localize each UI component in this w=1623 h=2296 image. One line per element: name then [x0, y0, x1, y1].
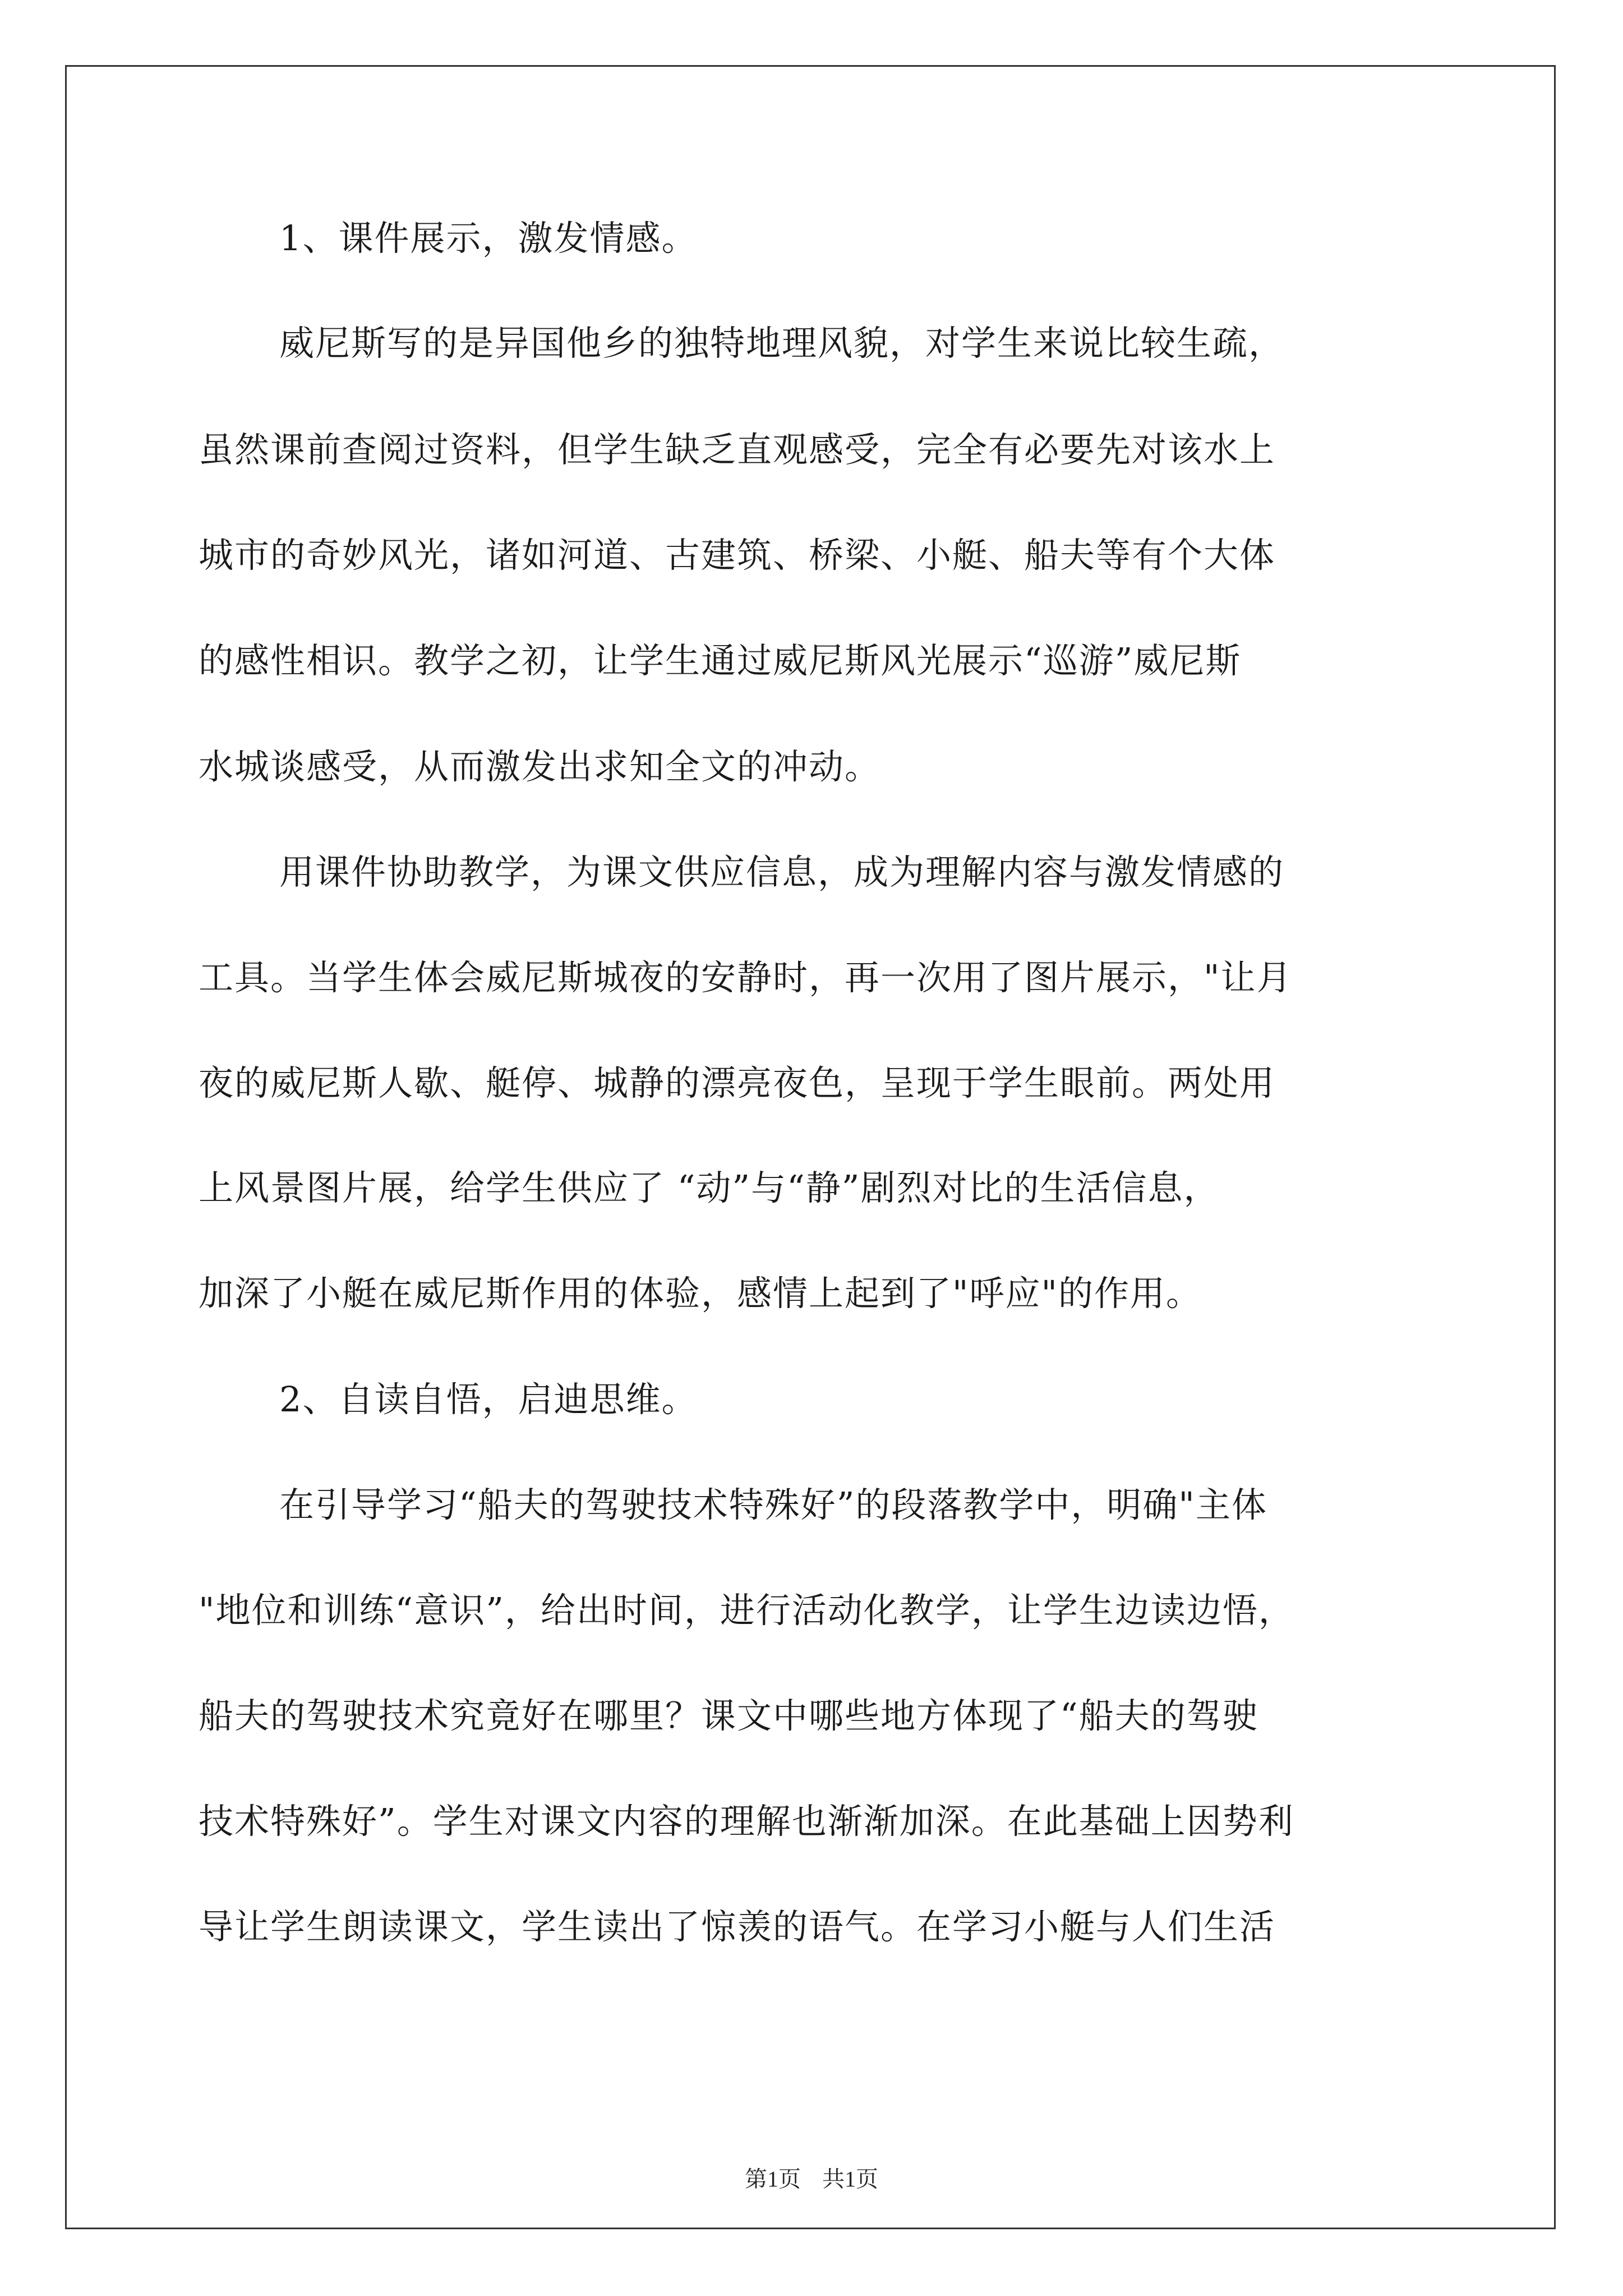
paragraph-line: 加深了小艇在威尼斯作用的体验，感情上起到了"呼应"的作用。	[199, 1273, 1202, 1314]
page-footer	[0, 2165, 1623, 2193]
paragraph-line: 船夫的驾驶技术究竟好在哪里？课文中哪些地方体现了“船夫的驾驶	[199, 1695, 1258, 1736]
page-number-total: 共1页	[822, 2166, 878, 2192]
paragraph-line: 城市的奇妙风光，诸如河道、古建筑、桥梁、小艇、船夫等有个大体	[199, 535, 1276, 576]
paragraph-line: 威尼斯写的是异国他乡的独特地理风貌，对学生来说比较生疏，	[279, 323, 1285, 364]
paragraph-line: 技术特殊好”。学生对课文内容的理解也渐渐加深。在此基础上因势利	[199, 1801, 1294, 1842]
paragraph-line: 在引导学习“船夫的驾驶技术特殊好”的段落教学中，明确"主体	[279, 1484, 1267, 1525]
paragraph-line: 工具。当学生体会威尼斯城夜的安静时，再一次用了图片展示，"让月	[199, 957, 1293, 998]
page-number-current: 第1页	[745, 2166, 801, 2192]
paragraph-line: 水城谈感受，从而激发出求知全文的冲动。	[199, 746, 881, 787]
paragraph-line: 虽然课前查阅过资料，但学生缺乏直观感受，完全有必要先对该水上	[199, 429, 1276, 470]
heading-line-2: 2、自读自悟，启迪思维。	[279, 1379, 698, 1420]
paragraph-line: "地位和训练“意识”，给出时间，进行活动化教学，让学生边读边悟，	[199, 1590, 1294, 1631]
paragraph-line: 上风景图片展，给学生供应了 “动”与“静”剧烈对比的生活信息，	[199, 1167, 1220, 1208]
paragraph-line: 用课件协助教学，为课文供应信息，成为理解内容与激发情感的	[279, 852, 1285, 892]
paragraph-line: 导让学生朗读课文，学生读出了惊羡的语气。在学习小艇与人们生活	[199, 1906, 1276, 1947]
paragraph-line: 夜的威尼斯人歇、艇停、城静的漂亮夜色，呈现于学生眼前。两处用	[199, 1062, 1276, 1103]
heading-line-1: 1、课件展示，激发情感。	[279, 218, 698, 259]
paragraph-line: 的感性相识。教学之初，让学生通过威尼斯风光展示“巡游”威尼斯	[199, 640, 1242, 681]
